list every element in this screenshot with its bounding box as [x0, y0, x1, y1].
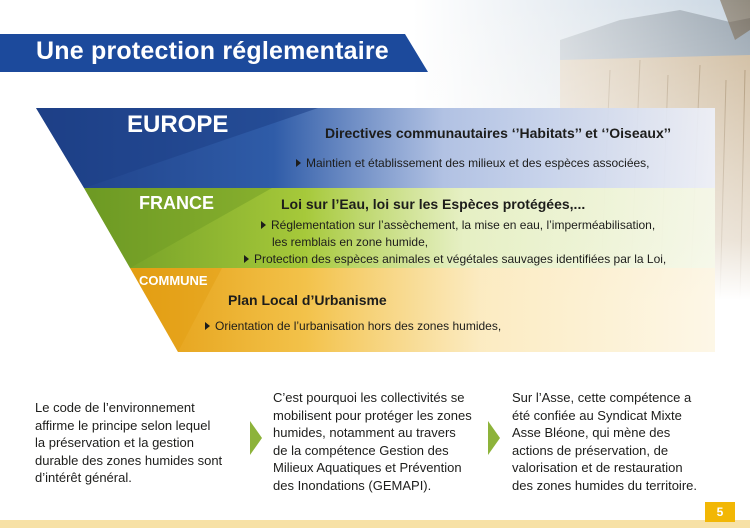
text-line: valorisation et de restauration [512, 460, 683, 475]
bullet-commune-1: Orientation de l’urbanisation hors des zones humides, [205, 319, 501, 333]
text-column-1 [35, 399, 238, 487]
text-line: actions de préservation, de [512, 442, 669, 458]
level-label-europe: EUROPE [127, 111, 229, 138]
text-line: des Inondations (GEMAPI). [273, 477, 432, 493]
text-line: Milieux Aquatiques et Prévention [273, 460, 462, 475]
bullet-arrow-icon [261, 221, 266, 229]
text-line: de la compétence Gestion des [273, 442, 449, 458]
footer-strip [0, 520, 750, 528]
text-line: affirme le principe selon lequel [35, 417, 211, 433]
text-line: durable des zones humides sont [35, 452, 223, 468]
bullet-arrow-icon [205, 322, 210, 330]
text-line: des zones humides du territoire. [512, 477, 697, 493]
bullet-arrow-icon [296, 159, 301, 167]
text-column-3 [512, 389, 715, 494]
level-label-france: FRANCE [139, 193, 214, 213]
text-line: d’intérêt général. [35, 470, 132, 485]
text-line: la préservation et la gestion [35, 435, 194, 450]
text-line: humides, notamment au travers [273, 425, 456, 440]
level-label-commune: COMMUNE [139, 273, 208, 288]
bullet-france-1: Réglementation sur l’assèchement, la mise en eau, l’imperméabilisation, [261, 218, 655, 232]
level-title-france: Loi sur l’Eau, loi sur les Espèces protégées,... [281, 196, 586, 212]
text-line: mobilisent pour protéger les zones [273, 407, 472, 423]
text-line: Sur l’Asse, cette compétence a [512, 390, 692, 405]
bullet-arrow-icon [244, 255, 249, 263]
text-line: Asse Bléone, qui mène des [512, 425, 671, 440]
bullet-europe-1: Maintien et établissement des milieux et des espèces associées, [296, 156, 650, 170]
chevron-right-icon [488, 421, 500, 455]
page-number: 5 [716, 505, 724, 519]
text-line: C’est pourquoi les collectivités se [273, 390, 465, 405]
chevron-right-icon [250, 421, 262, 455]
text-column-2 [273, 389, 476, 494]
level-title-europe: Directives communautaires ‘’Habitats’’ et ‘’Oiseaux’’ [325, 125, 671, 141]
bullet-france-1-cont: les remblais en zone humide, [272, 235, 429, 249]
bullet-france-2: Protection des espèces animales et végétales sauvages identifiées par la Loi, [244, 252, 666, 266]
page-title: Une protection réglementaire [36, 37, 389, 65]
text-line: Le code de l’environnement [35, 400, 195, 415]
level-title-commune: Plan Local d’Urbanisme [228, 292, 387, 308]
text-line: été confiée au Syndicat Mixte [512, 407, 682, 423]
